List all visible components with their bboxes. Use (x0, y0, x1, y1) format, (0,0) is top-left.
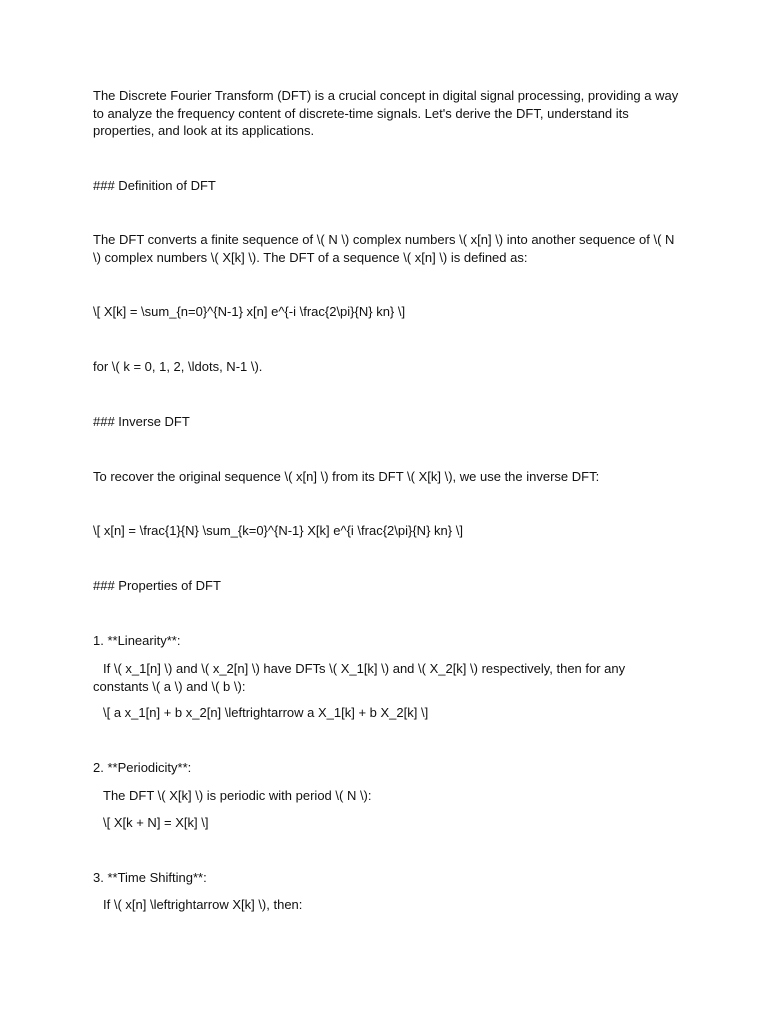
dft-range: for \( k = 0, 1, 2, \ldots, N-1 \). (93, 359, 263, 374)
periodicity-paragraph: The DFT \( X[k] \) is periodic with period \( N \): (103, 788, 372, 803)
intro-paragraph: The Discrete Fourier Transform (DFT) is a crucial concept in digital signal processing, providing a way to analyze the frequency content of discrete-time signals. Let's derive the DFT, understand its properties, and look at its applications. (93, 88, 679, 138)
dft-formula: \[ X[k] = \sum_{n=0}^{N-1} x[n] e^{-i \frac{2\pi}{N} kn} \] (93, 304, 406, 319)
periodicity-title: 2. **Periodicity**: (93, 760, 192, 775)
definition-heading: ### Definition of DFT (93, 178, 216, 193)
linearity-title: 1. **Linearity**: (93, 633, 181, 648)
inverse-paragraph: To recover the original sequence \( x[n] \) from its DFT \( X[k] \), we use the inverse DFT: (93, 469, 600, 484)
definition-paragraph: The DFT converts a finite sequence of \( N \) complex numbers \( x[n] \) into another sequence of \( N \) complex numbers \( X[k] \). The DFT of a sequence \( x[n] \) is defined as: (93, 232, 675, 265)
linearity-formula: \[ a x_1[n] + b x_2[n] \leftrightarrow a X_1[k] + b X_2[k] \] (103, 705, 429, 720)
timeshift-paragraph: If \( x[n] \leftrightarrow X[k] \), then: (103, 897, 303, 912)
periodicity-formula: \[ X[k + N] = X[k] \] (103, 815, 209, 830)
properties-heading: ### Properties of DFT (93, 578, 221, 593)
timeshift-title: 3. **Time Shifting**: (93, 870, 207, 885)
linearity-paragraph: If \( x_1[n] \) and \( x_2[n] \) have DFTs \( X_1[k] \) and \( X_2[k] \) respectively, then for any constants \( a \) and \( b \): (93, 661, 626, 694)
inverse-formula: \[ x[n] = \frac{1}{N} \sum_{k=0}^{N-1} X[k] e^{i \frac{2\pi}{N} kn} \] (93, 523, 463, 538)
inverse-heading: ### Inverse DFT (93, 414, 190, 429)
